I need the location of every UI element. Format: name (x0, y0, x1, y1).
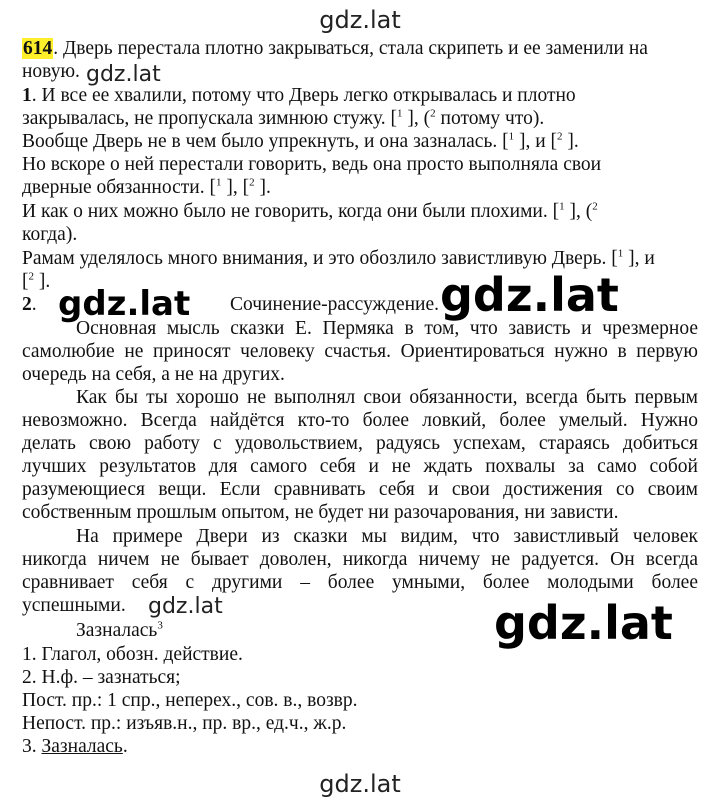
watermark: gdz.lat (494, 596, 673, 650)
essay-p2-line-2: невозможно. Всегда найдётся кто-то более ловкий, более умелый. Нужно (22, 410, 698, 431)
essay-p2-line-5: разумеющиеся вещи. Если сравнивать себя и свои достижения со своим (22, 479, 698, 500)
watermark: gdz.lat (86, 62, 161, 87)
analysis-line-2: 2. Н.ф. – зазнаться; (22, 667, 181, 688)
analysis-line-1: 1. Глагол, обозн. действие. (22, 644, 243, 665)
analysis-line-3: Пост. пр.: 1 спр., неперех., сов. в., возвр. (22, 690, 358, 711)
essay-p2-line-3: делать свою работу с удовольствием, радуясь успехам, стараясь добиться (22, 433, 698, 454)
analysis-line-4: Непост. пр.: изъяв.н., пр. вр., ед.ч., ж.р. (22, 713, 347, 734)
part1-line-3: Вообще Дверь не в чем было упрекнуть, и она зазналась. [$^1$ ], и [$^2$ ]. (22, 130, 579, 152)
task-text: . Дверь перестала плотно закрываться, стала скрипеть и ее заменили на (53, 38, 648, 59)
essay-p3-line-1: На примере Двери из сказки мы видим, что завистливый человек (76, 526, 698, 547)
part1-line-4: Но вскоре о ней перестали говорить, ведь она просто выполняла свои (22, 154, 602, 175)
part1-line-6: И как о них можно было не говорить, когда они были плохими. [$^1$ ], ($^2$ (22, 200, 598, 222)
task-line-1 (22, 37, 648, 60)
analysis-word: Зазналась$^3$ (76, 619, 163, 641)
part1-line-8: Рамам уделялось много внимания, и это обозлило завистливую Дверь. [$^1$ ], и (22, 247, 655, 269)
essay-p1-line-3: очередь на себя, а не на других. (22, 364, 285, 385)
essay-p1-line-1: Основная мысль сказки Е. Пермяка в том, что зависть и чрезмерное (76, 318, 698, 339)
task-number: 614 (23, 38, 53, 59)
part2-label: 2. (22, 294, 37, 315)
task-line-2: новую. (22, 61, 80, 82)
essay-p3-line-2: никогда ничем не бывает доволен, никогда ничему не радуется. Он всегда (22, 549, 698, 570)
part1-label: 1 (22, 85, 32, 106)
watermark: gdz.lat (58, 284, 191, 324)
essay-p2-line-1: Как бы ты хорошо не выполнял свои обязанности, всегда быть первым (76, 387, 698, 408)
watermark: gdz.lat (148, 594, 223, 619)
essay-p1-line-2: самолюбие не приносят человеку счастья. Ориентироваться нужно в первую (22, 341, 698, 362)
watermark-top: gdz.lat (319, 6, 401, 34)
essay-p3-line-3: сравнивает себя с другими – более умными, более молодыми более (22, 572, 698, 593)
part1-line-5: дверные обязанности. [$^1$ ], [$^2$ ]. (22, 176, 271, 198)
part1-line-9: [$^2$ ]. (22, 270, 51, 292)
essay-p2-line-6: собственным прошлым опытом, не будет ни разочарования, ни зависти. (22, 502, 619, 523)
watermark-bottom: gdz.lat (319, 770, 401, 798)
part1-line-2: закрывалась, не пропускала зимнюю стужу. [$^1$ ], ($^2$ потому что). (22, 107, 545, 129)
analysis-line-5: 3. Зазналась. (22, 736, 128, 757)
part1-line-1 (22, 84, 576, 107)
essay-p2-line-4: лучших результатов для самого себя и не ждать похвалы за само собой (22, 456, 698, 477)
essay-title: Сочинение-рассуждение. (230, 294, 440, 315)
essay-p3-line-4: успешными. (22, 595, 126, 616)
watermark: gdz.lat (440, 268, 619, 322)
part1-line-7: когда). (22, 224, 78, 245)
part1-text: . И все ее хвалили, потому что Дверь легко открывалась и плотно (31, 85, 576, 106)
